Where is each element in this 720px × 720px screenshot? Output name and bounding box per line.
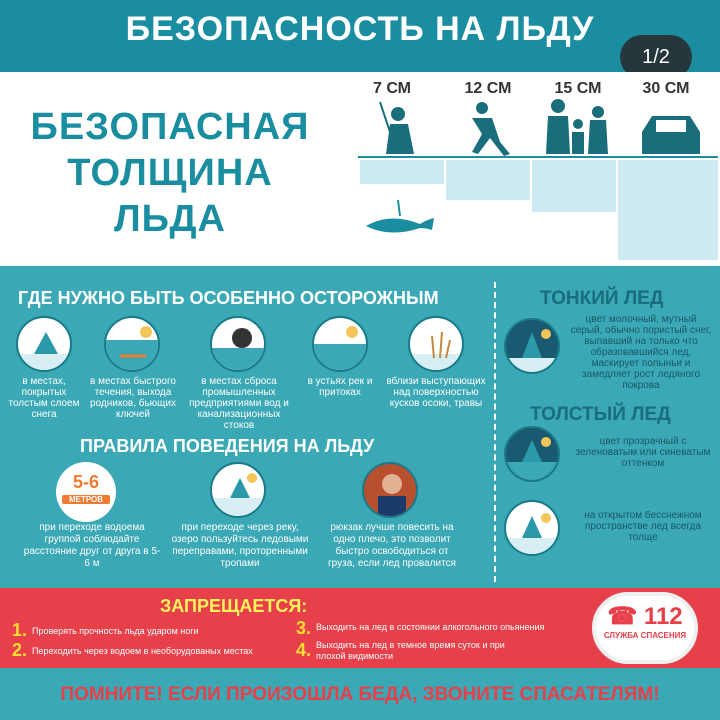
forbidden-text-2: Переходить через водоем в необорудованых местах — [32, 646, 253, 656]
open-ice-text: на открытом бесснежном пространстве лед всегда толще — [584, 510, 702, 543]
forbidden-text-1: Проверять прочность льда ударом ноги — [32, 626, 199, 636]
rule-2: при переходе через реку, озеро пользуйтесь ледовыми переправами, проторенными тропами — [171, 522, 309, 569]
careful-2: в местах быстрого течения, выхода родников, бьющих ключей — [89, 376, 176, 420]
forbidden-text-4: Выходить на лед в темное время суток и при плохой видимости — [316, 640, 505, 661]
thickness-12: 12 СМ — [464, 80, 512, 97]
forbidden-num-3: 3. — [296, 618, 312, 638]
careful-4: в устьях рек и притоках — [307, 376, 373, 398]
phone-icon: ☎ — [607, 603, 644, 630]
crossing-icon — [210, 462, 266, 518]
hero-line-3: ЛЬДА — [114, 198, 226, 240]
open-ice-icon — [504, 500, 560, 556]
sos-number-text: 112 — [643, 603, 683, 630]
careful-1: в местах, покрытых толстым слоем снега — [8, 376, 80, 420]
footer-text: ПОМНИТЕ! ЕСЛИ ПРОИЗОШЛА БЕДА, ЗВОНИТЕ СПАСАТЕЛЯМ! — [60, 684, 660, 705]
careful-5: вблизи выступающих над поверхностью кусков осоки, травы — [386, 376, 486, 409]
rule-1: при переходе водоема группой соблюдайте расстояние друг от друга в 5-6 м — [23, 522, 161, 569]
sos-badge[interactable] — [592, 592, 698, 664]
river-mouth-icon — [312, 316, 368, 372]
rules-title: ПРАВИЛА ПОВЕДЕНИЯ НА ЛЬДУ — [80, 436, 375, 456]
forbidden-num-1: 1. — [12, 620, 28, 640]
forbidden-num-4: 4. — [296, 640, 312, 660]
thin-ice-title: ТОНКИЙ ЛЕД — [540, 288, 664, 309]
thickness-7: 7 СМ — [372, 80, 411, 97]
distance-number: 5-6 — [72, 472, 99, 492]
thick-ice-text: цвет прозрачный с зеленоватым или синеватым оттенком — [575, 436, 711, 469]
forbidden-title: ЗАПРЕЩАЕТСЯ: — [160, 596, 308, 616]
ice-layer-7 — [360, 160, 444, 184]
thin-ice-icon — [504, 318, 560, 374]
ice-layer-12 — [446, 160, 530, 200]
drain-icon — [210, 316, 266, 372]
rule-3: рюкзак лучше повесить на одно плечо, это позволит быстро освободиться от груза, если лед провалится — [328, 522, 456, 569]
page-title: БЕЗОПАСНОСТЬ НА ЛЬДУ — [125, 10, 595, 48]
sos-number — [596, 602, 694, 631]
current-icon — [104, 316, 160, 372]
thickness-15: 15 СМ — [554, 80, 602, 97]
thickness-section — [0, 72, 720, 266]
ice-layer-30 — [618, 160, 718, 260]
section-divider — [494, 282, 496, 582]
sos-label: СЛУЖБА СПАСЕНИЯ — [603, 631, 687, 640]
thick-ice-title: ТОЛСТЫЙ ЛЕД — [530, 404, 671, 425]
ice-layer-15 — [532, 160, 616, 212]
backpack-photo — [362, 462, 418, 518]
careful-3: в местах сброса промышленных предприятиями вод и канализационных стоков — [189, 376, 289, 431]
forbidden-text-3: Выходить на лед в состоянии алкогольного опьянения — [316, 622, 545, 632]
hero-line-2: ТОЛЩИНА — [67, 152, 273, 194]
grass-icon — [408, 316, 464, 372]
fish-icon — [360, 200, 440, 240]
thickness-30: 30 СМ — [642, 80, 690, 97]
thin-ice-text: цвет молочный, мутный серый, обычно пористый снег, выпавший на только что образовавшийся лед, маскирует полыньи и замедляет рост ледяного покрова — [570, 314, 712, 391]
forbidden-num-2: 2. — [12, 640, 28, 660]
figures-icon — [360, 92, 720, 162]
snow-icon — [16, 316, 72, 372]
thick-ice-icon — [504, 426, 560, 482]
hero-line-1: БЕЗОПАСНАЯ — [30, 106, 310, 148]
distance-badge — [56, 462, 116, 522]
pager-badge[interactable]: 1/2 — [620, 35, 692, 79]
careful-title: ГДЕ НУЖНО БЫТЬ ОСОБЕННО ОСТОРОЖНЫМ — [18, 288, 439, 308]
distance-unit: МЕТРОВ — [62, 495, 110, 504]
